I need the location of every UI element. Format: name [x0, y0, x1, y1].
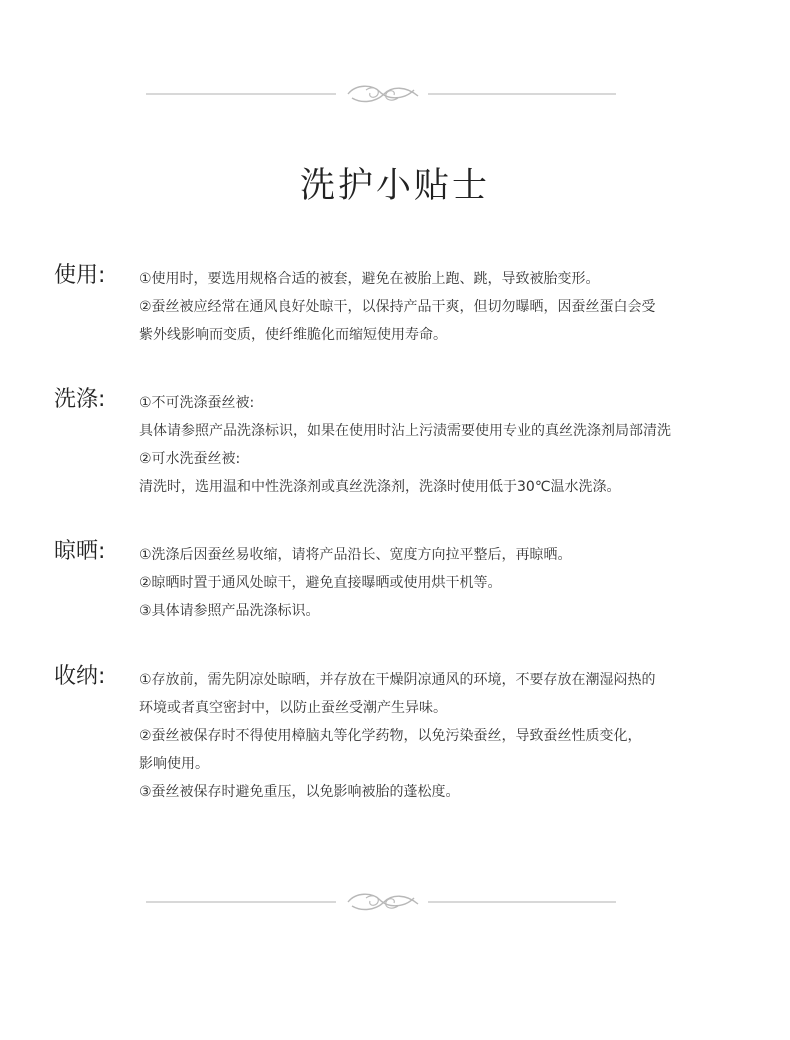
section-label: 晾晒:	[54, 539, 106, 564]
text-line: ①使用时，要选用规格合适的被套，避免在被胎上跑、跳，导致被胎变形。	[139, 271, 600, 287]
section-content	[139, 389, 749, 501]
flourish-ornament-icon	[0, 74, 790, 114]
top-divider	[0, 74, 790, 114]
section-label: 使用:	[54, 263, 106, 288]
text-line: 清洗时，选用温和中性洗涤剂或真丝洗涤剂，洗涤时使用低于30℃温水洗涤。	[139, 479, 621, 495]
flourish-ornament-icon	[0, 882, 790, 922]
text-line: ②蚕丝被保存时不得使用樟脑丸等化学药物，以免污染蚕丝，导致蚕丝性质变化，	[139, 728, 642, 744]
text-line: 影响使用。	[139, 756, 209, 772]
section-label: 洗涤:	[54, 387, 106, 412]
text-line: ②可水洗蚕丝被:	[139, 451, 241, 467]
page-title: 洗护小贴士	[299, 166, 490, 206]
text-line: ①存放前，需先阴凉处晾晒，并存放在干燥阴凉通风的环境，不要存放在潮湿闷热的	[139, 672, 656, 688]
text-line: ②晾晒时置于通风处晾干，避免直接曝晒或使用烘干机等。	[139, 575, 502, 591]
text-line: ③蚕丝被保存时避免重压，以免影响被胎的蓬松度。	[139, 784, 460, 800]
text-line: 具体请参照产品洗涤标识，如果在使用时沾上污渍需要使用专业的真丝洗涤剂局部清洗	[139, 423, 671, 439]
section-content	[139, 666, 749, 806]
section-content	[139, 265, 749, 349]
text-line: ②蚕丝被应经常在通风良好处晾干，以保持产品干爽，但切勿曝晒，因蚕丝蛋白会受	[139, 299, 656, 315]
text-line: ①洗涤后因蚕丝易收缩，请将产品沿长、宽度方向拉平整后，再晾晒。	[139, 547, 572, 563]
text-line: ③具体请参照产品洗涤标识。	[139, 603, 320, 619]
bottom-divider	[0, 882, 790, 922]
section-content	[139, 541, 749, 625]
section-label: 收纳:	[54, 664, 106, 689]
text-line: 环境或者真空密封中，以防止蚕丝受潮产生异味。	[139, 700, 447, 716]
text-line: 紫外线影响而变质，使纤维脆化而缩短使用寿命。	[139, 327, 447, 343]
text-line: ①不可洗涤蚕丝被:	[139, 395, 255, 411]
